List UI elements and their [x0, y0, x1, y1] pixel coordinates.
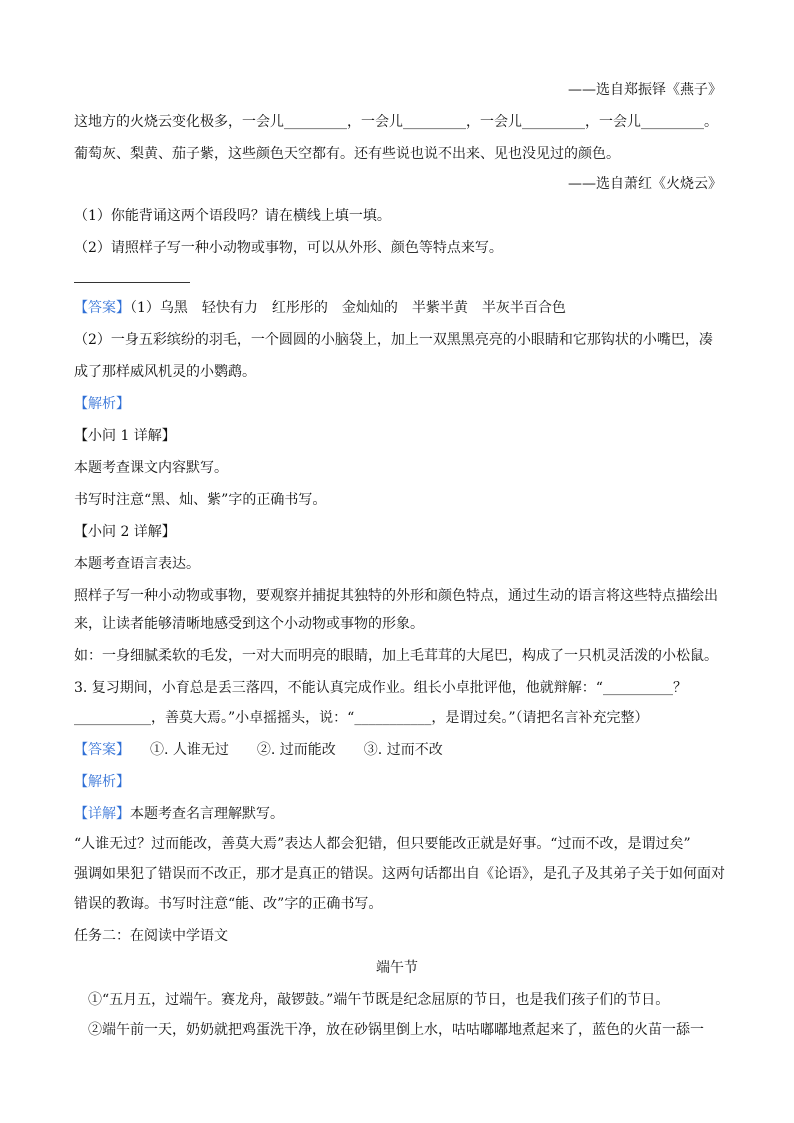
detail-row	[74, 804, 284, 824]
explanation-line: “人谁无过？过而能改，善莫大焉”表达人都会犯错，但只要能改正就是好事。“过而不改，是谓过矣”	[74, 836, 691, 852]
analysis-tag: 【解析】	[74, 774, 130, 790]
answer-tag: 【答案】	[74, 742, 130, 758]
passage-line: 葡萄灰、梨黄、茄子紫，这些颜色天空都有。还有些说也说不出来、见也没见过的颜色。	[74, 146, 620, 162]
question-part-2: （2）请照样子写一种小动物或事物，可以从外形、颜色等特点来写。	[74, 240, 503, 256]
example-line: 如：一身细腻柔软的毛发，一对大而明亮的眼睛，加上毛茸茸的大尾巴，构成了一只机灵活泼的小松鼠。	[74, 648, 718, 664]
source-citation-yanzi: ——选自郑振铎《燕子》	[568, 82, 722, 98]
explanation-line: 错误的教诲。书写时注意“能、改”字的正确书写。	[74, 896, 383, 912]
answer-row	[74, 298, 566, 318]
answer-line: 成了那样威风机灵的小鹦鹉。	[74, 364, 256, 380]
passage-line: 这地方的火烧云变化极多，一会儿_________，一会儿_________，一会儿_________，一会儿_________。	[74, 114, 718, 130]
explanation-line: 本题考查语言表达。	[74, 556, 200, 572]
source-citation-huoshaoyun: ——选自萧红《火烧云》	[568, 176, 722, 192]
question-3-line: ___________，善莫大焉。”小卓摇摇头，说：“___________，是谓过矣。”（请把名言补充完整）	[74, 710, 649, 726]
answer-line: （2）一身五彩缤纷的羽毛，一个圆圆的小脑袋上，加上一双黑黑亮亮的小眼睛和它那钩状的小嘴巴，凑	[74, 332, 713, 348]
detail-text: 本题考查名言理解默写。	[130, 806, 284, 822]
answer-text: ①. 人谁无过 ②. 过而能改 ③. 过而不改	[150, 742, 443, 758]
explanation-line: 本题考查课文内容默写。	[74, 460, 228, 476]
explanation-line: 强调如果犯了错误而不改正，那才是真正的错误。这两句话都出自《论语》，是孔子及其弟子关于如何面对	[74, 866, 725, 882]
answer-blank-line	[74, 282, 190, 283]
question-part-1: （1）你能背诵这两个语段吗？请在横线上填一填。	[74, 208, 391, 224]
task-heading: 任务二：在阅读中学语文	[74, 928, 228, 944]
answer-tag: 【答案】	[74, 300, 130, 316]
detail-tag: 【详解】	[74, 806, 130, 822]
explanation-line: 来，让读者能够清晰地感受到这个小动物或事物的形象。	[74, 616, 424, 632]
reading-paragraph: ①“五月五，过端午。赛龙舟，敲锣鼓。”端午节既是纪念屈原的节日，也是我们孩子们的节日。	[88, 992, 670, 1008]
question-3-line: 3. 复习期间，小育总是丢三落四，不能认真完成作业。组长小卓批评他，他就辩解：“__________？	[74, 680, 687, 696]
explanation-line: 书写时注意“黑、灿、紫”字的正确书写。	[74, 492, 327, 508]
sub-question-heading: 【小问 2 详解】	[74, 524, 176, 540]
explanation-line: 照样子写一种小动物或事物，要观察并捕捉其独特的外形和颜色特点，通过生动的语言将这些特点描绘出	[74, 588, 718, 604]
answer-text: （1）乌黑 轻快有力 红彤彤的 金灿灿的 半紫半黄 半灰半百合色	[130, 300, 566, 316]
answer-row	[74, 740, 443, 760]
analysis-tag: 【解析】	[74, 396, 130, 412]
reading-paragraph: ②端午前一天，奶奶就把鸡蛋洗干净，放在砂锅里倒上水，咕咕嘟嘟地煮起来了，蓝色的火苗一舔一	[88, 1022, 704, 1038]
sub-question-heading: 【小问 1 详解】	[74, 428, 176, 444]
reading-title: 端午节	[376, 960, 418, 976]
